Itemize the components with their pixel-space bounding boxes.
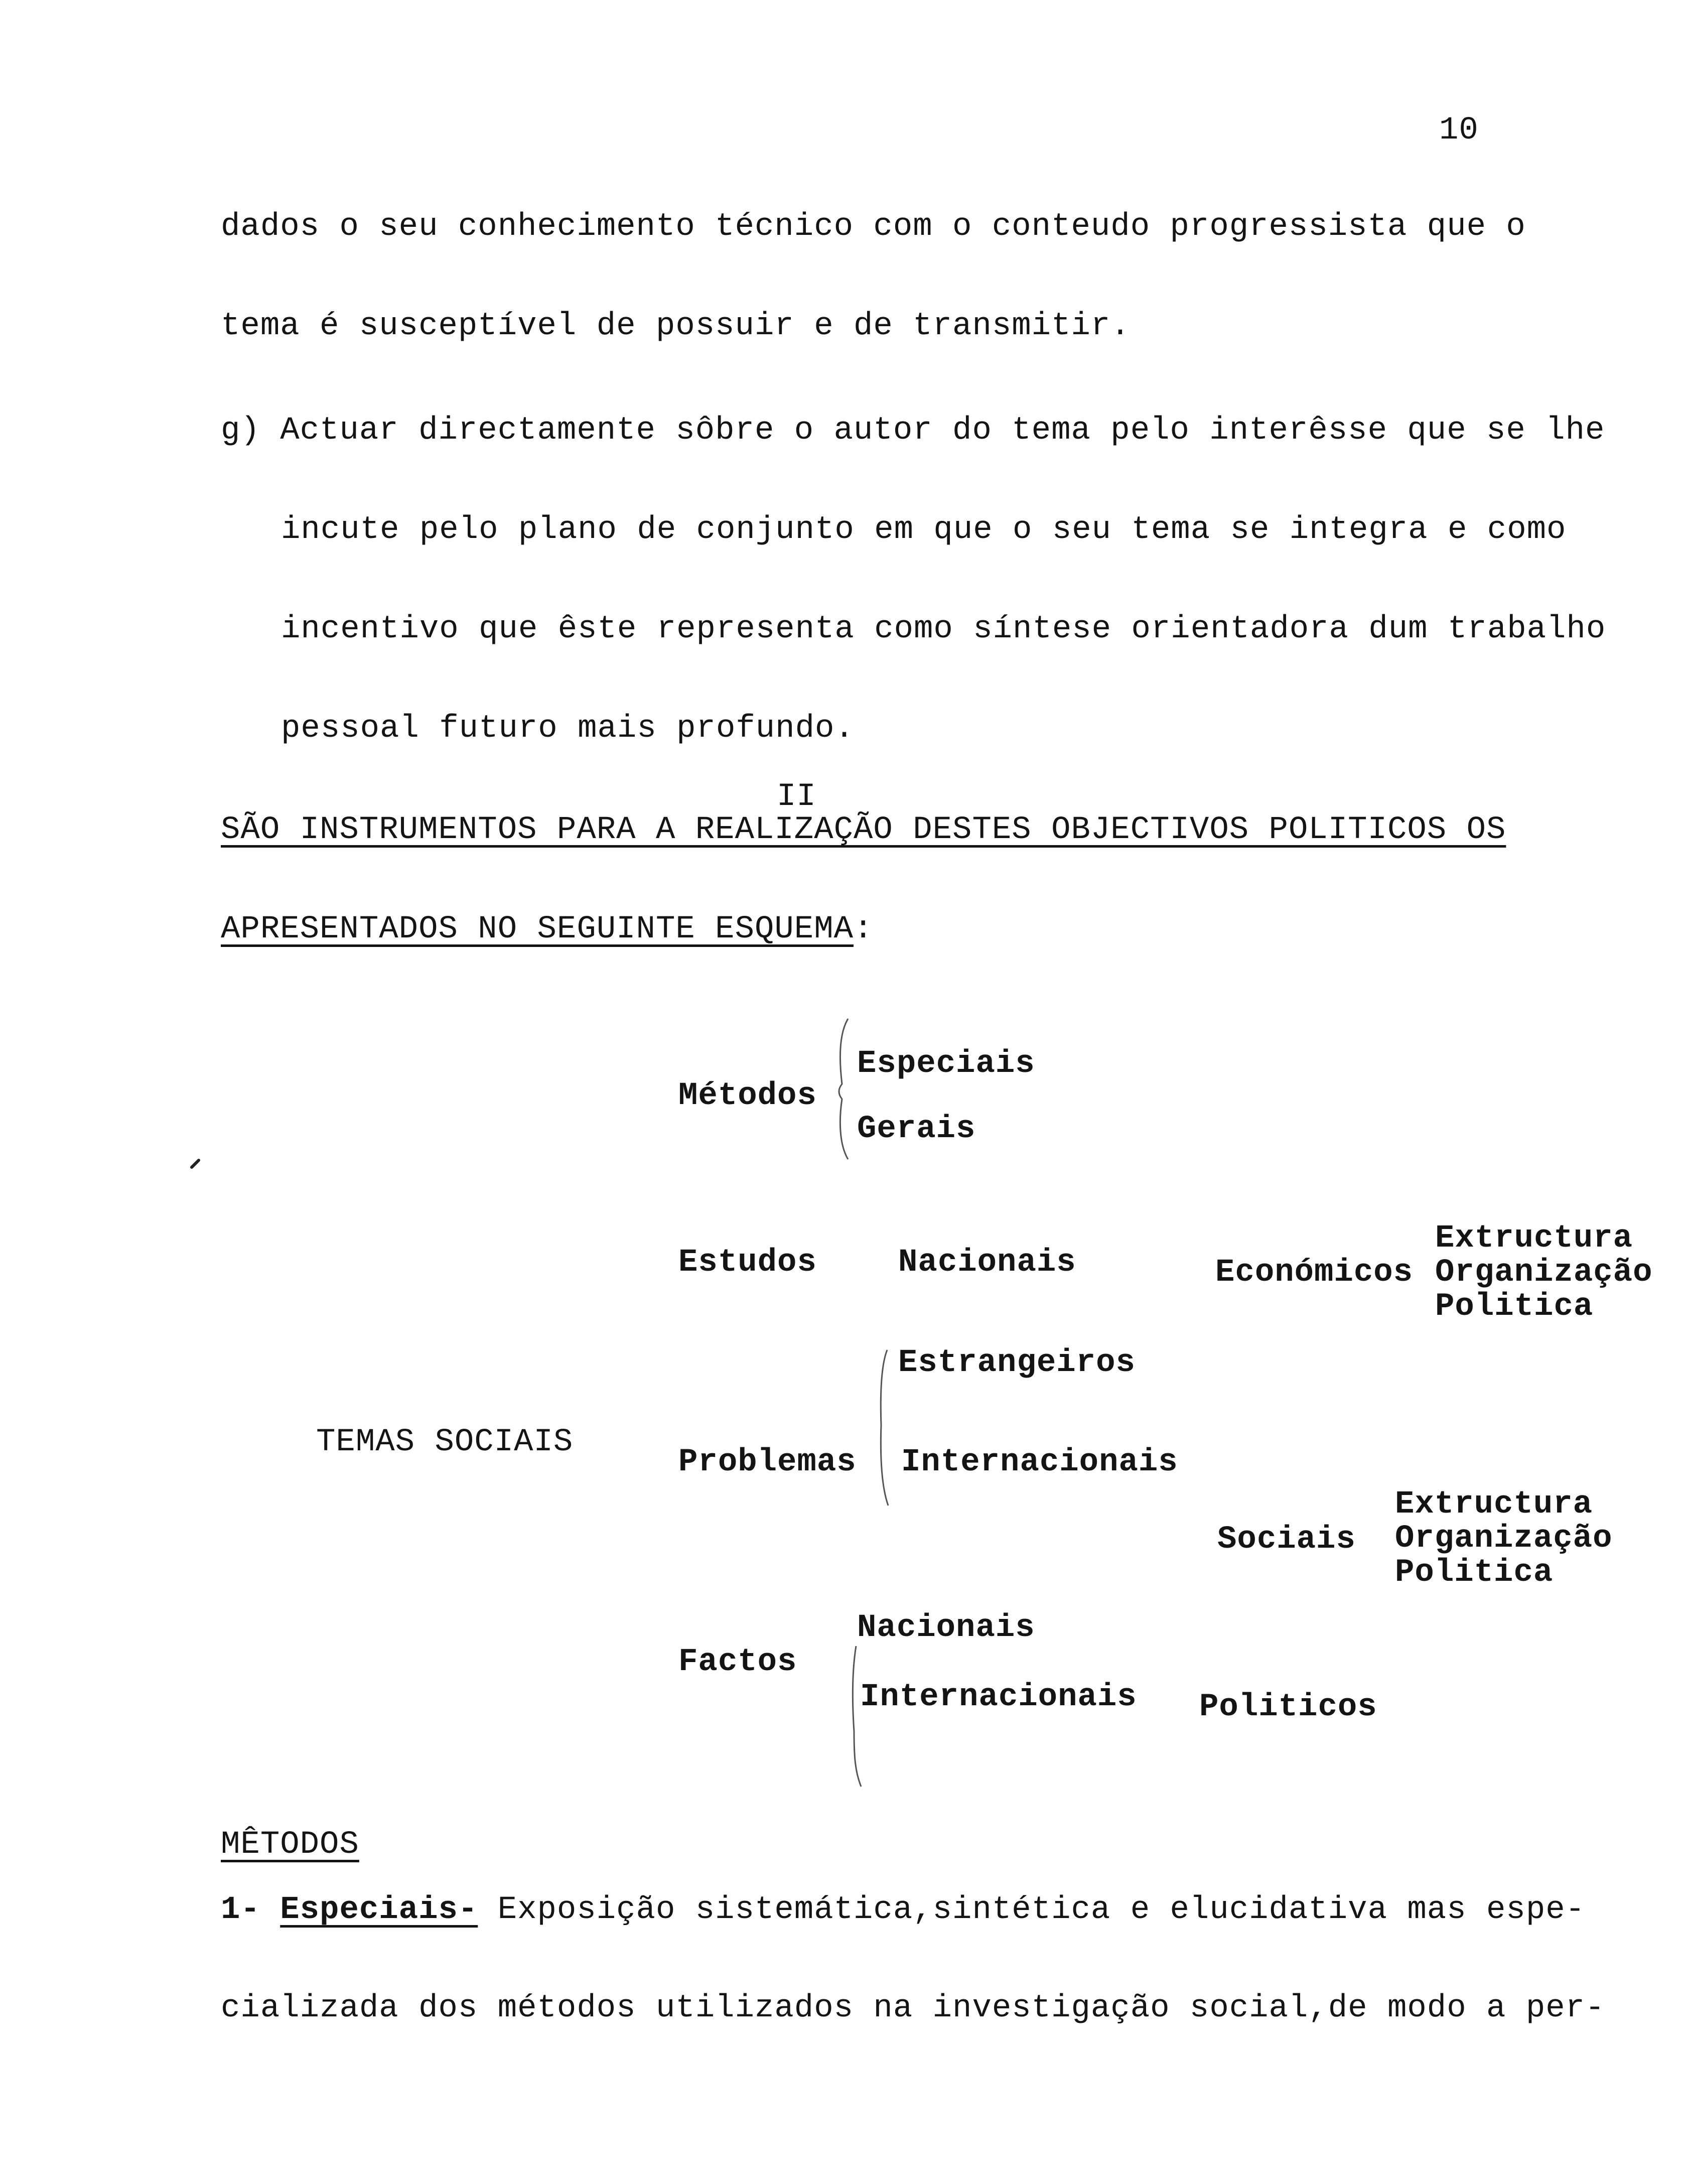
item-g-line-1: g) Actuar directamente sôbre o autor do tema pelo interêsse que se lhe — [221, 413, 1605, 449]
item-g-line-3: incentivo que êste representa como síntese orientadora dum trabalho — [281, 611, 1606, 647]
scheme-economicos-extructura: Extructura — [1435, 1220, 1633, 1257]
section-heading-line-2-text: APRESENTADOS NO SEGUINTE ESQUEMA — [221, 911, 854, 947]
metodos-item-1-text: Exposição sistemática,sintética e elucidativa mas espe- — [478, 1892, 1586, 1928]
scheme-estudos: Estudos — [678, 1245, 817, 1281]
scheme-economicos: Económicos — [1215, 1255, 1414, 1291]
section-heading-line-1: SÃO INSTRUMENTOS PARA A REALIZAÇÃO DESTES OBJECTIVOS POLITICOS OS — [221, 812, 1506, 848]
metodos-item-1-line-2: cializada dos métodos utilizados na investigação social,de modo a per- — [221, 1990, 1605, 2026]
item-g-line-2: incute pelo plano de conjunto em que o seu tema se integra e como — [281, 512, 1567, 548]
section-heading-line-2 — [221, 913, 873, 945]
scheme-sociais-extructura: Extructura — [1395, 1486, 1593, 1523]
scheme-problemas-internacionais: Internacionais — [901, 1444, 1178, 1480]
section-numeral: II — [777, 779, 816, 815]
scheme-sociais: Sociais — [1217, 1522, 1356, 1558]
scheme-metodos: Métodos — [678, 1078, 817, 1114]
scheme-metodos-especiais: Especiais — [857, 1046, 1035, 1082]
section-heading-colon: : — [854, 911, 874, 947]
problemas-brace — [872, 1345, 892, 1511]
metodos-brace — [833, 1014, 853, 1164]
metodos-item-1-label: Especiais- — [280, 1892, 478, 1928]
scheme-estudos-nacionais: Nacionais — [898, 1245, 1076, 1281]
item-g-line-4: pessoal futuro mais profundo. — [281, 711, 855, 747]
stray-mark — [190, 1157, 202, 1169]
scheme-factos-nacionais: Nacionais — [857, 1610, 1035, 1646]
paragraph-f-line-1: dados o seu conhecimento técnico com o conteudo progressista que o — [221, 209, 1526, 245]
scheme-root-temas-sociais: TEMAS SOCIAIS — [316, 1424, 574, 1460]
scheme-politicos: Politicos — [1199, 1689, 1377, 1725]
scheme-metodos-gerais: Gerais — [857, 1111, 976, 1147]
factos-brace — [843, 1641, 863, 1792]
page-number: 10 — [1439, 112, 1479, 149]
scheme-problemas: Problemas — [678, 1444, 857, 1480]
scheme-factos: Factos — [678, 1644, 797, 1680]
scheme-economicos-politica: Politica — [1435, 1289, 1594, 1325]
scheme-economicos-organizacao: Organização — [1435, 1255, 1653, 1291]
scheme-sociais-politica: Politica — [1395, 1555, 1554, 1591]
paragraph-f-line-2: tema é susceptível de possuir e de transmitir. — [221, 308, 1131, 344]
metodos-item-1-prefix: 1- — [221, 1892, 260, 1928]
scheme-factos-internacionais: Internacionais — [860, 1679, 1137, 1715]
metodos-heading: MÊTODOS — [221, 1827, 359, 1863]
metodos-item-1-line-1 — [221, 1894, 1585, 1926]
scheme-sociais-organizacao: Organização — [1395, 1521, 1613, 1557]
scheme-estrangeiros: Estrangeiros — [898, 1345, 1136, 1381]
